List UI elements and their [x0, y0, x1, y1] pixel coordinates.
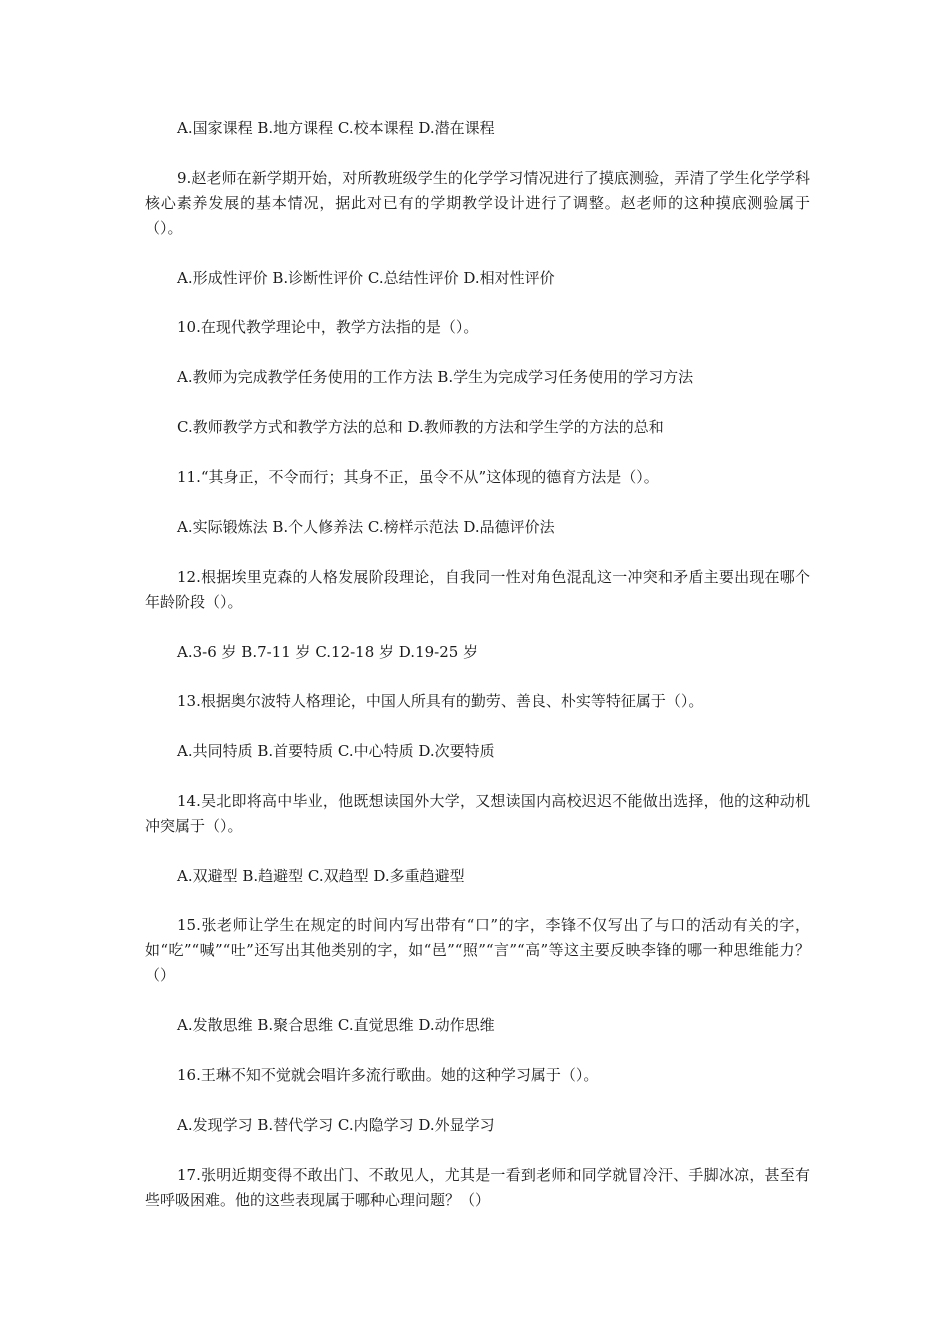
question-13: 13.根据奥尔波特人格理论，中国人所具有的勤劳、善良、朴实等特征属于（）。 — [177, 692, 704, 710]
question-17: 17.张明近期变得不敢出门、不敢见人，尤其是一看到老师和同学就冒冷汗、手脚冰凉，甚至有些呼吸困难。他的这些表现属于哪种心理问题？（） — [145, 1166, 810, 1209]
question-14: 14.吴北即将高中毕业，他既想读国外大学，又想读国内高校迟迟不能做出选择，他的这种动机冲突属于（）。 — [145, 792, 810, 835]
options-q16: A.发现学习 B.替代学习 C.内隐学习 D.外显学习 — [177, 1116, 495, 1134]
options-q9: A.形成性评价 B.诊断性评价 C.总结性评价 D.相对性评价 — [177, 269, 555, 287]
options-q10-ab: A.教师为完成教学任务使用的工作方法 B.学生为完成学习任务使用的学习方法 — [177, 368, 694, 386]
options-q8: A.国家课程 B.地方课程 C.校本课程 D.潜在课程 — [177, 119, 495, 137]
question-16: 16.王琳不知不觉就会唱许多流行歌曲。她的这种学习属于（）。 — [177, 1066, 599, 1084]
options-q10-cd: C.教师教学方式和教学方法的总和 D.教师教的方法和学生学的方法的总和 — [177, 418, 664, 436]
options-q14: A.双避型 B.趋避型 C.双趋型 D.多重趋避型 — [177, 867, 465, 885]
options-q13: A.共同特质 B.首要特质 C.中心特质 D.次要特质 — [177, 742, 495, 760]
question-9: 9.赵老师在新学期开始，对所教班级学生的化学学习情况进行了摸底测验，弄清了学生化学学科核心素养发展的基本情况，据此对已有的学期教学设计进行了调整。赵老师的这种摸底测验属于（）。 — [145, 169, 810, 237]
question-11: 11.“其身正，不令而行；其身不正，虽令不从”这体现的德育方法是（）。 — [177, 468, 659, 486]
options-q12: A.3-6 岁 B.7-11 岁 C.12-18 岁 D.19-25 岁 — [177, 643, 479, 661]
question-10: 10.在现代教学理论中，教学方法指的是（）。 — [177, 318, 479, 336]
question-12: 12.根据埃里克森的人格发展阶段理论，自我同一性对角色混乱这一冲突和矛盾主要出现在哪个年龄阶段（）。 — [145, 568, 810, 611]
question-15: 15.张老师让学生在规定的时间内写出带有“口”的字，李锋不仅写出了与口的活动有关的字，如“吃”“喊”“吐”还写出其他类别的字，如“邑”“照”“言”“高”等这主要反映李锋的哪一种思维能力？（） — [145, 916, 810, 984]
options-q11: A.实际锻炼法 B.个人修养法 C.榜样示范法 D.品德评价法 — [177, 518, 555, 536]
options-q15: A.发散思维 B.聚合思维 C.直觉思维 D.动作思维 — [177, 1016, 495, 1034]
